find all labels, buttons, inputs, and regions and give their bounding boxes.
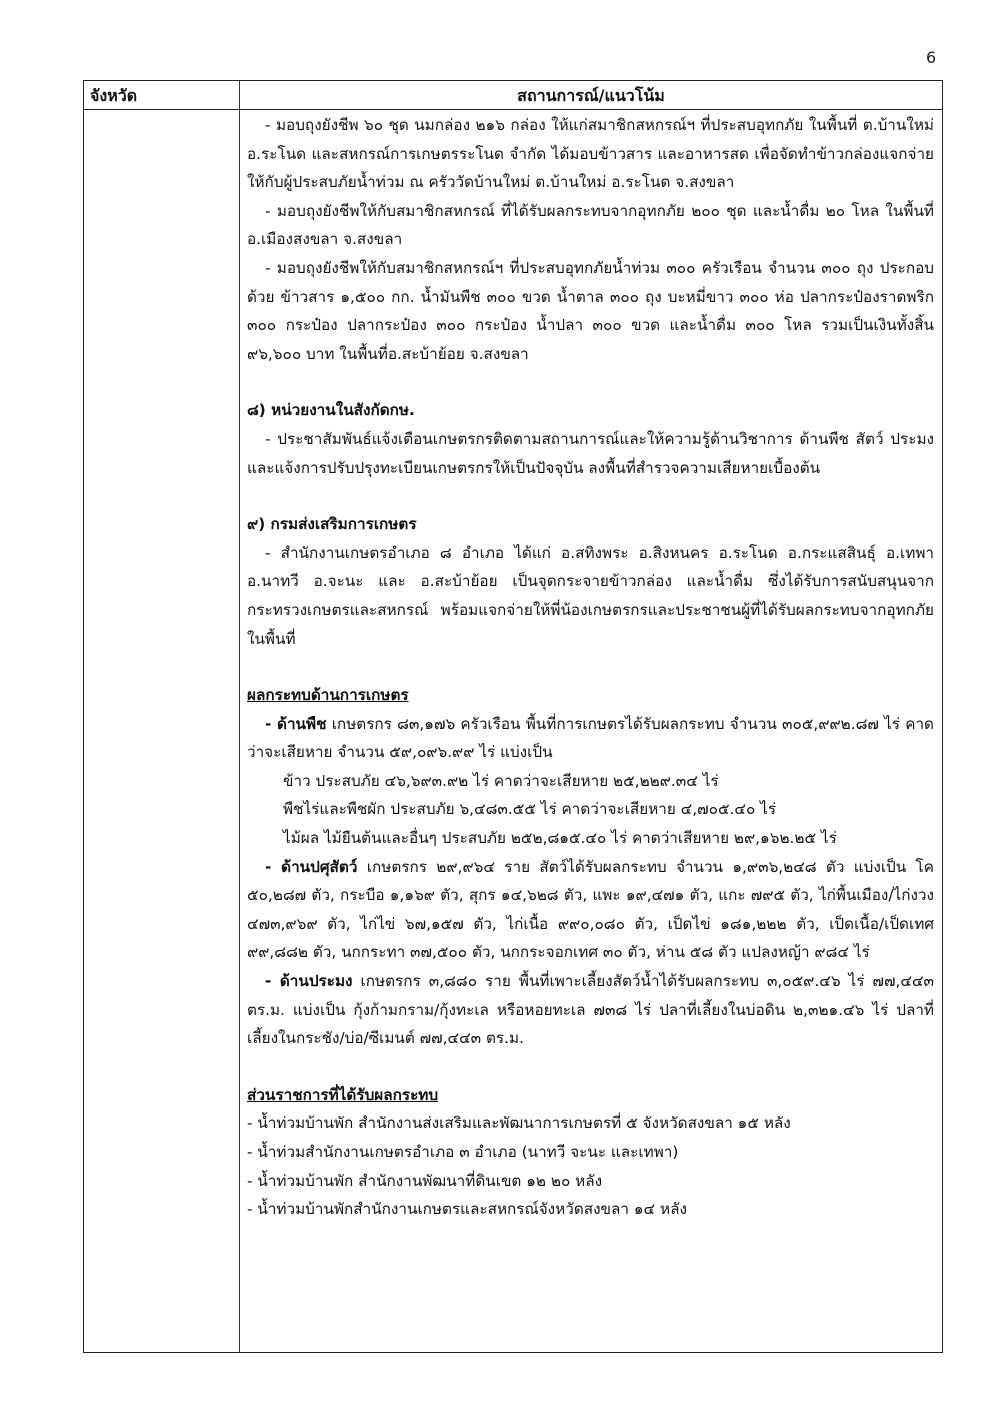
coop-item: - มอบถุงยังชีพ ๖๐ ชุด นมกล่อง ๒๑๖ กล่อง ให้แก่สมาชิกสหกรณ์ฯ ที่ประสบอุทกภัย ในพื้นที่ ต.บ้านใหม่ อ.ระโนด และสหกรณ์การเกษตรระโนด จำกัด ได้มอบข้าวสาร และอาหารสด เพื่อจัดทำข้าวกล่องแจกจ่ายให้กับผู้ประสบภัยน้ำท่วม ณ ครัววัดบ้านใหม่ ต.บ้านใหม่ อ.ระโนด จ.สงขลา xyxy=(247,116,934,192)
table-header-row xyxy=(84,81,942,110)
livestock-text: เกษตรกร ๒๙,๙๖๔ ราย สัตว์ได้รับผลกระทบ จำนวน ๑,๙๓๖,๒๔๘ ตัว แบ่งเป็น โค ๕๐,๒๘๗ ตัว, กระบือ ๑,๑๖๙ ตัว, สุกร ๑๔,๖๒๘ ตัว, แพะ ๑๙,๔๗๑ ตัว, แกะ ๗๙๕ ตัว, ไก่พื้นเมือง/ไก่งวง ๔๗๓,๙๖๙ ตัว, ไก่ไข่ ๖๗,๑๕๗ ตัว, ไก่เนื้อ ๙๙๐,๐๘๐ ตัว, เป็ดไข่ ๑๘๑,๒๒๒ ตัว, เป็ดเนื้อ/เป็ดเทศ ๙๙,๘๘๒ ตัว, นกกระทา ๓๗,๕๐๐ ตัว, นกกระจอกเทศ ๓๐ ตัว, ห่าน ๕๘ ตัว แปลงหญ้า ๙๘๔ ไร่ xyxy=(247,857,935,962)
crops-breakdown-item: พืชไร่และพืชผัก ประสบภัย ๖,๔๘๓.๕๕ ไร่ คาดว่าจะเสียหาย ๔,๗๐๕.๔๐ ไร่ xyxy=(283,800,777,819)
situation-table xyxy=(83,80,943,1353)
agri-impact-title: ผลกระทบด้านการเกษตร xyxy=(247,686,409,705)
fishery-label: - ด้านประมง xyxy=(265,972,353,991)
fishery-paragraph xyxy=(247,967,934,1053)
header-situation: สถานการณ์/แนวโน้ม xyxy=(517,86,665,105)
crops-breakdown-item: ข้าว ประสบภัย ๔๖,๖๙๓.๙๒ ไร่ คาดว่าจะเสียหาย ๒๕,๒๒๙.๓๔ ไร่ xyxy=(283,771,719,790)
livestock-paragraph xyxy=(247,853,934,967)
crops-paragraph xyxy=(247,710,934,767)
gov-impact-item: - น้ำท่วมบ้านพักสำนักงานเกษตรและสหกรณ์จังหวัดสงขลา ๑๔ หลัง xyxy=(247,1200,687,1219)
column-divider xyxy=(239,81,240,1352)
spacer xyxy=(247,482,934,510)
coop-item: - มอบถุงยังชีพให้กับสมาชิกสหกรณ์ฯ ที่ประสบอุทกภัยน้ำท่วม ๓๐๐ ครัวเรือน จำนวน ๓๐๐ ถุง ประกอบด้วย ข้าวสาร ๑,๕๐๐ กก. น้ำมันพืช ๓๐๐ ขวด น้ำตาล ๓๐๐ ถุง บะหมี่ขาว ๓๐๐ ห่อ ปลากระป๋องราดพริก ๓๐๐ กระป๋อง ปลากระป๋อง ๓๐๐ กระป๋อง น้ำปลา ๓๐๐ ขวด และน้ำดื่ม ๓๐๐ โหล รวมเป็นเงินทั้งสิ้น ๙๖,๖๐๐ บาท ในพื้นที่อ.สะบ้าย้อย จ.สงขลา xyxy=(247,258,934,363)
gov-impact-item: - น้ำท่วมบ้านพัก สำนักงานพัฒนาที่ดินเขต ๑๒ ๒๐ หลัง xyxy=(247,1171,603,1190)
gov-impact-title: ส่วนราชการที่ได้รับผลกระทบ xyxy=(247,1085,439,1104)
section-8-text: - ประชาสัมพันธ์แจ้งเตือนเกษตรกรติดตามสถานการณ์และให้ความรู้ด้านวิชาการ ด้านพืช สัตว์ ประมง และแจ้งการปรับปรุงทะเบียนเกษตรกรให้เป็นปัจจุบัน ลงพื้นที่สำรวจความเสียหายเบื้องต้น xyxy=(247,429,934,477)
gov-impact-item: - น้ำท่วมสำนักงานเกษตรอำเภอ ๓ อำเภอ (นาทวี จะนะ และเทพา) xyxy=(247,1143,679,1161)
section-9-title: ๙) กรมส่งเสริมการเกษตร xyxy=(247,515,417,534)
header-province: จังหวัด xyxy=(90,86,138,105)
coop-item: - มอบถุงยังชีพให้กับสมาชิกสหกรณ์ ที่ได้รับผลกระทบจากอุทกภัย ๒๐๐ ชุด และน้ำดื่ม ๒๐ โหล ในพื้นที่ อ.เมืองสงขลา จ.สงขลา xyxy=(247,201,934,249)
situation-content xyxy=(247,111,934,1224)
crops-text: เกษตรกร ๘๓,๑๗๖ ครัวเรือน พื้นที่การเกษตรได้รับผลกระทบ จำนวน ๓๐๕,๙๙๒.๘๗ ไร่ คาดว่าจะเสียหาย จำนวน ๕๙,๐๙๖.๙๙ ไร่ แบ่งเป็น xyxy=(247,714,934,762)
livestock-label: - ด้านปศุสัตว์ xyxy=(265,857,358,876)
fishery-text: เกษตรกร ๓,๘๘๐ ราย พื้นที่เพาะเลี้ยงสัตว์น้ำได้รับผลกระทบ ๓,๐๕๙.๔๖ ไร่ ๗๗,๔๔๓ ตร.ม. แบ่งเป็น กุ้งก้ามกราม/กุ้งทะเล หรือหอยทะเล ๗๓๘ ไร่ ปลาที่เลี้ยงในบ่อดิน ๒,๓๒๑.๔๖ ไร่ ปลาที่เลี้ยงในกระชัง/บ่อ/ซีเมนต์ ๗๗,๔๔๓ ตร.ม. xyxy=(247,972,934,1048)
spacer xyxy=(247,368,934,396)
crops-label: - ด้านพืช xyxy=(265,714,327,733)
spacer xyxy=(247,653,934,681)
section-9-text: - สำนักงานเกษตรอำเภอ ๘ อำเภอ ได้แก่ อ.สทิงพระ อ.สิงหนคร อ.ระโนด อ.กระแสสินธุ์ อ.เทพา อ.นาทวี อ.จะนะ และ อ.สะบ้าย้อย เป็นจุดกระจายข้าวกล่อง และน้ำดื่ม ซึ่งได้รับการสนับสนุนจากกระทรวงเกษตรและสหกรณ์ พร้อมแจกจ่ายให้พี่น้องเกษตรกรและประชาชนผู้ที่ได้รับผลกระทบจากอุทกภัยในพื้นที่ xyxy=(247,543,934,648)
spacer xyxy=(247,1053,934,1081)
section-8-title: ๘) หน่วยงานในสังกัดกษ. xyxy=(247,401,415,420)
gov-impact-item: - น้ำท่วมบ้านพัก สำนักงานส่งเสริมและพัฒนาการเกษตรที่ ๕ จังหวัดสงขลา ๑๕ หลัง xyxy=(247,1114,791,1133)
page-number: 6 xyxy=(926,48,937,67)
crops-breakdown-item: ไม้ผล ไม้ยืนต้นและอื่นๆ ประสบภัย ๒๕๒,๘๑๕.๔๐ ไร่ คาดว่าเสียหาย ๒๙,๑๖๒.๒๕ ไร่ xyxy=(283,829,837,848)
